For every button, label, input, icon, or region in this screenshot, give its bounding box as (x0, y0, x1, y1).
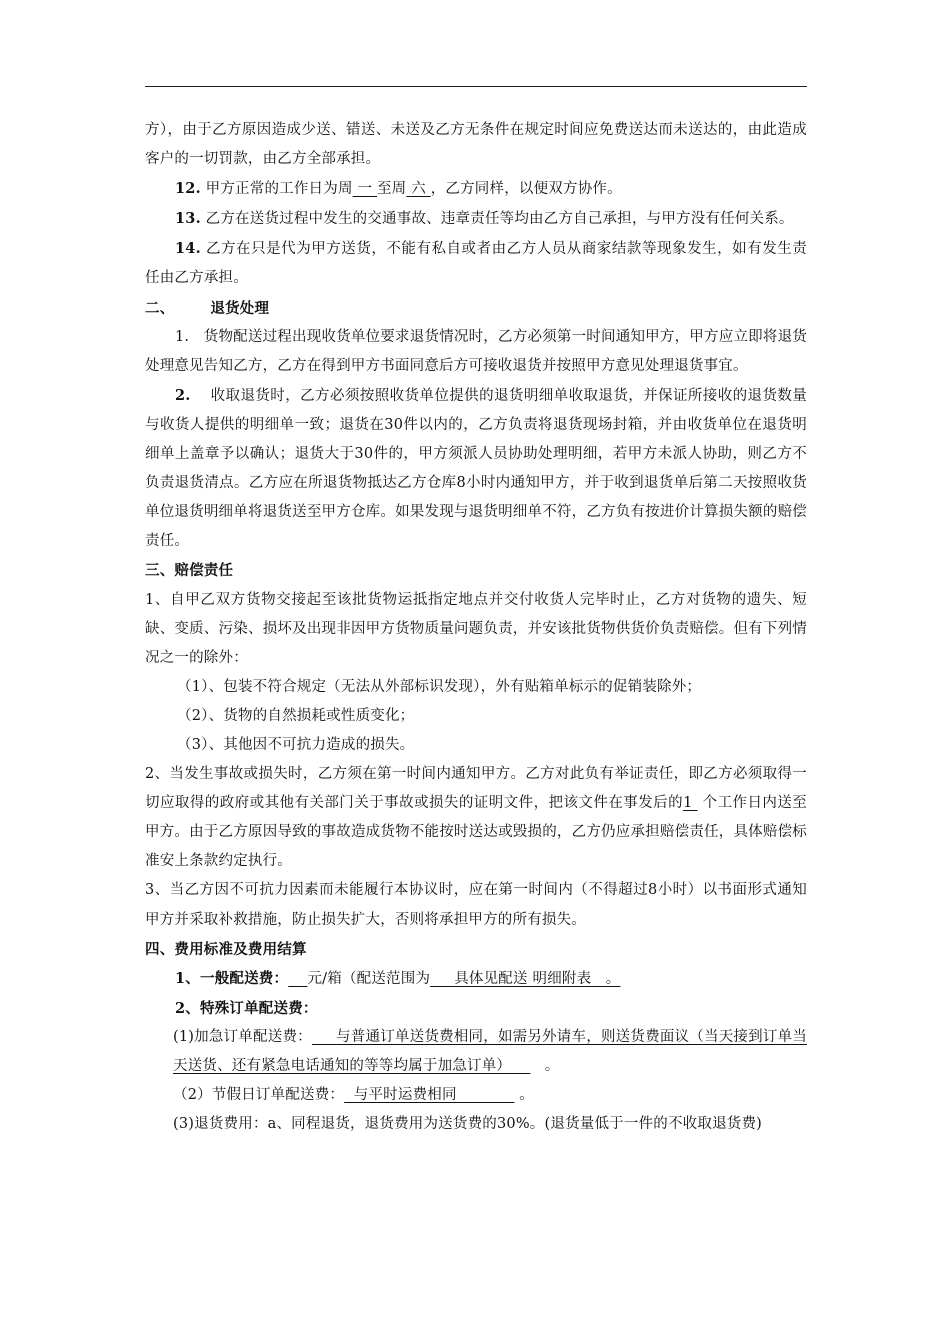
returns-clause-2 (145, 381, 807, 557)
clause-text: 收取退货时，乙方必须按照收货单位提供的退货明细单收取退货，并保证所接收的退货数量与收货人提供的明细单一致；退货在30件以内的，乙方负责将退货现场封箱，并由收货单位在退货明细单上盖章予以确认；退货大于30件的，甲方须派人员协助处理明细，若甲方未派人协助，则乙方不负责退货清点。乙方应在所退货物抵达乙方仓库8小时内通知甲方，并于收到退货单后第二天按照收货单位退货明细单将退货送至甲方仓库。如果发现与退货明细单不符，乙方负有按进价计算损失额的赔偿责任。 (145, 387, 807, 550)
clause-number: 1. (175, 328, 190, 345)
fee-amount-blank (288, 971, 307, 987)
fee-special-heading: 2、特殊订单配送费： (175, 999, 318, 1017)
fee-urgent-value: 与普通订单送货费相同，如需另外请车，则送货费面议（当天接到订单当天送货、还有紧急电话通知的等等均属于加急订单） (173, 1028, 807, 1074)
fee-holiday-value: 与平时运费相同 (353, 1087, 457, 1104)
liability-exception-3: （3）、其他因不可抗力造成的损失。 (177, 736, 415, 753)
header-rule (145, 86, 807, 87)
workday-end: 六 (411, 181, 426, 198)
fee-holiday: （2）节假日订单配送费： 与平时运费相同 。 (173, 1087, 534, 1104)
clause-text: ，乙方同样，以便双方协作。 (430, 181, 622, 198)
clause-13 (145, 204, 807, 234)
liability-exception-2: （2）、货物的自然损耗或性质变化； (177, 707, 415, 724)
fee-general: 1、一般配送费： 元/箱（配送范围为 具体见配送 明细附表 。 (175, 969, 621, 987)
report-days-value: 1 (683, 795, 693, 812)
clause-number: 2. (175, 386, 191, 404)
clause-number: 13. (175, 210, 201, 228)
section-heading-returns: 二、 退货处理 (145, 299, 270, 317)
clause-number: 12. (175, 180, 201, 198)
clause-text: 货物配送过程出现收货单位要求退货情况时，乙方必须第一时间通知甲方，甲方应立即将退货处理意见告知乙方，乙方在得到甲方书面同意后方可接收退货并按照甲方意见处理退货事宜。 (145, 328, 807, 374)
clause-14 (145, 234, 807, 293)
clause-text: 乙方在只是代为甲方送货，不能有私自或者由乙方人员从商家结款等现象发生，如有发生责任由乙方承担。 (145, 241, 808, 287)
section-heading-fees: 四、费用标准及费用结算 (145, 940, 307, 958)
fee-urgent: (1)加急订单配送费： 与普通订单送货费相同，如需另外请车，则送货费面议（当天接到订单当天送货、还有紧急电话通知的等等均属于加急订单） 。 (173, 1028, 807, 1074)
section-heading-liability: 三、赔偿责任 (145, 562, 234, 580)
paragraph-continuation: 方），由于乙方原因造成少送、错送、未送及乙方无条件在规定时间应免费送达而未送达的，由此造成客户的一切罚款，由乙方全部承担。 (145, 122, 807, 168)
clause-text: 甲方正常的工作日为周 (205, 181, 353, 198)
liability-clause-1: 1、自甲乙双方货物交接起至该批货物运抵指定地点并交付收货人完毕时止，乙方对货物的遗失、短缺、变质、污染、损坏及出现非因甲方货物质量问题负责，并安该批货物供货价负责赔偿。但有下列情况之一的除外： (145, 591, 807, 666)
fee-returns: (3)退货费用：a、同程退货，退货费用为送货费的30%。(退货量低于一件的不收取退货费) (173, 1116, 763, 1133)
workday-start: 一 (357, 181, 373, 198)
document-body (145, 116, 807, 1139)
liability-exception-1: （1）、包装不符合规定（无法从外部标识发现），外有贴箱单标示的促销装除外； (177, 678, 702, 695)
delivery-range-value: 具体见配送 明细附表 。 (454, 970, 621, 987)
returns-clause-1 (145, 323, 807, 381)
liability-clause-3: 3、当乙方因不可抗力因素而未能履行本协议时，应在第一时间内（不得超过8小时）以书面形式通知甲方并采取补救措施，防止损失扩大，否则将承担甲方的所有损失。 (145, 882, 807, 928)
liability-clause-2: 2、当发生事故或损失时，乙方须在第一时间内通知甲方。乙方对此负有举证责任，即乙方必须取得一切应取得的政府或其他有关部门关于事故或损失的证明文件，把该文件在事发后的1 个工作日内送至甲方。由于乙方原因导致的事故造成货物不能按时送达或毁损的，乙方仍应承担赔偿责任，具体赔偿标准安上条款约定执行。 (145, 766, 808, 870)
clause-number: 14. (175, 240, 201, 258)
clause-text: 乙方在送货过程中发生的交通事故、违章责任等均由乙方自己承担，与甲方没有任何关系。 (205, 211, 794, 228)
clause-12 (145, 174, 807, 204)
clause-text: 至周 (376, 181, 407, 198)
